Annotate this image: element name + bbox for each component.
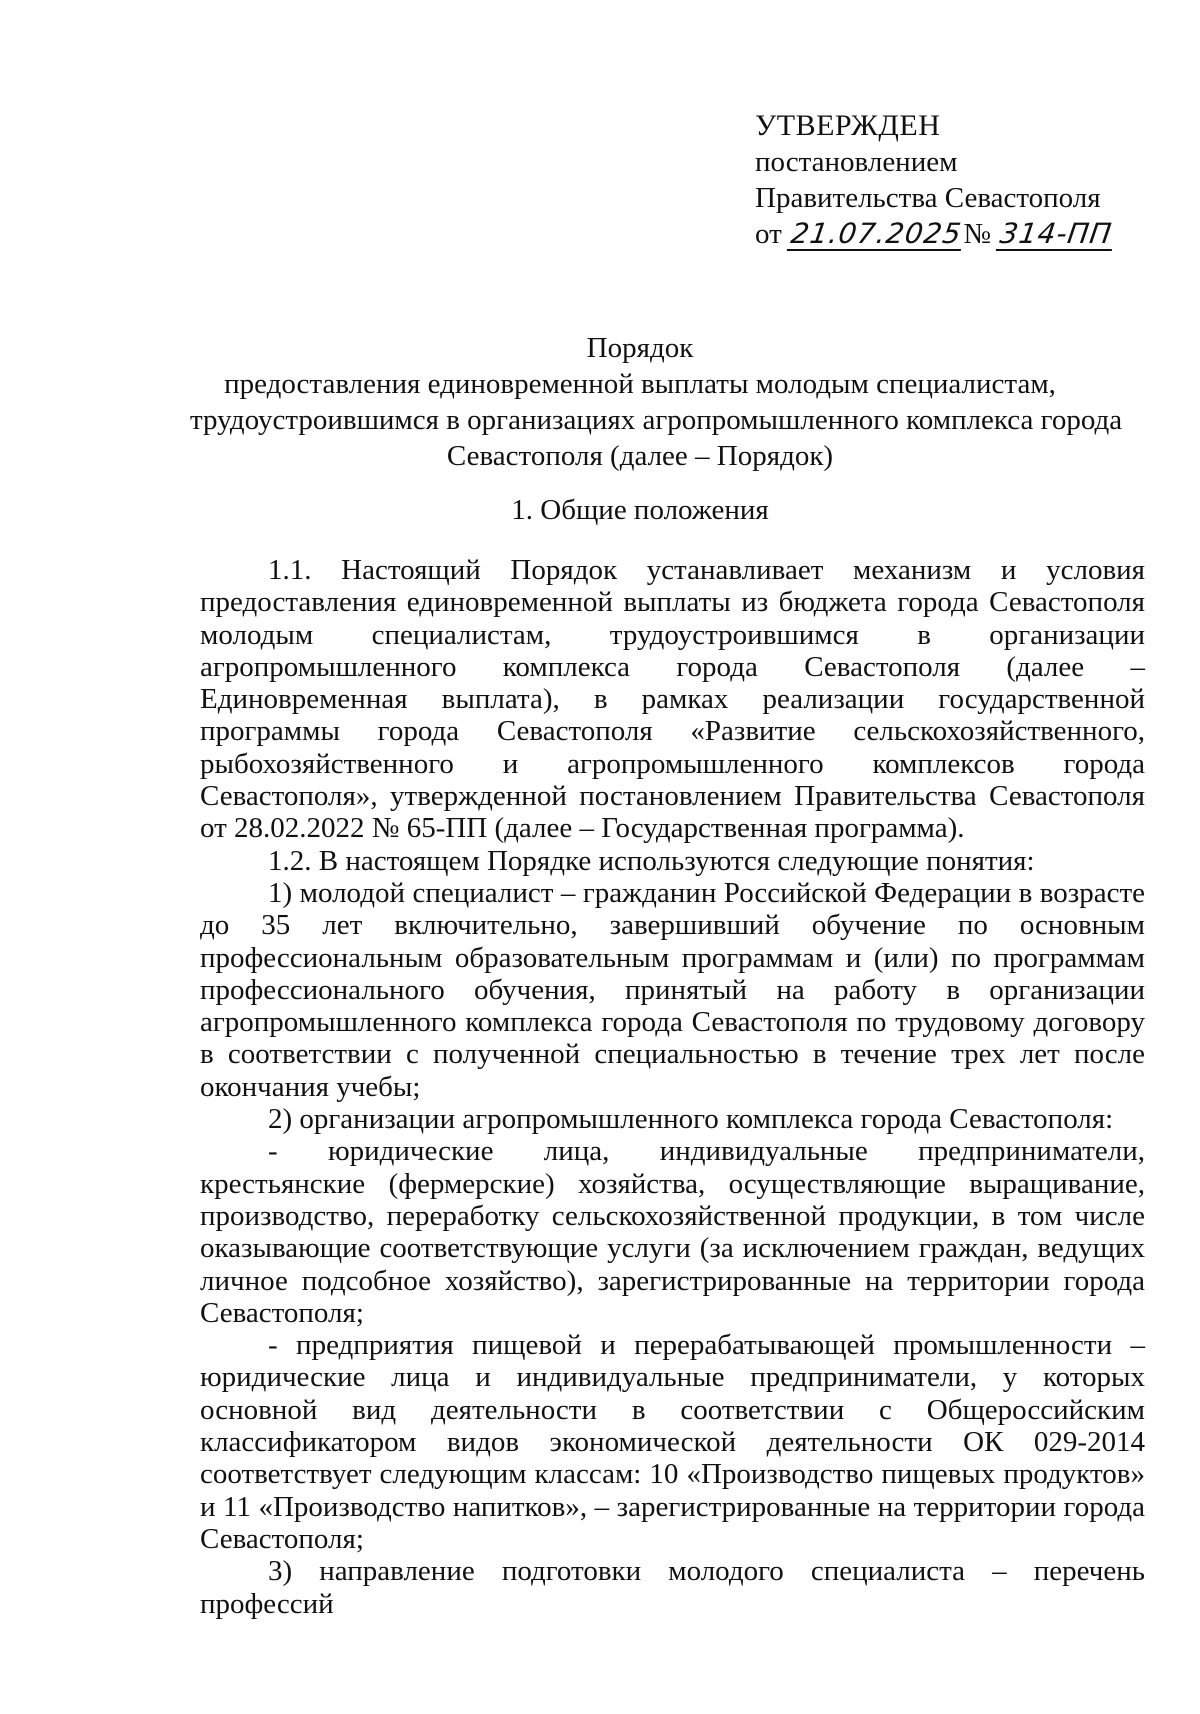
approval-date-number-line (755, 216, 1175, 252)
approval-date-handwritten: 21.07.2025 (787, 219, 966, 251)
document-title-line-4: Севастополя (далее – Порядок) (446, 440, 834, 472)
approval-title: УТВЕРЖДЕН (755, 109, 941, 142)
paragraph-definition-2-item-a: - юридические лица, индивидуальные предприниматели, крестьянские (фермерские) хозяйства, осуществляющие выращивание, производство, переработку сельскохозяйственной продукции, в том числе оказывающие соответствующие услуги (за исключением граждан, ведущих личное подсобное хозяйство), зарегистрированные на территории города Севастополя; (200, 1135, 1145, 1329)
document-body (200, 554, 1145, 1620)
approval-number-handwritten: 314-ПП (996, 219, 1116, 251)
paragraph-definition-3: 3) направление подготовки молодого специалиста – перечень профессий (200, 1555, 1145, 1620)
section-heading: 1. Общие положения (511, 494, 769, 526)
paragraph-definition-2: 2) организации агропромышленного комплекса города Севастополя: (268, 1103, 1114, 1136)
approval-line-government: Правительства Севастополя (755, 182, 1101, 214)
approval-date-prefix: от (755, 218, 782, 250)
paragraph-1-1: 1.1. Настоящий Порядок устанавливает механизм и условия предоставления единовременной выплаты из бюджета города Севастополя молодым специалистам, трудоустроившимся в организации агропромышленного комплекса города Севастополя (далее – Единовременная выплата), в рамках реализации государственной программы города Севастополя «Развитие сельскохозяйственного, рыбохозяйственного и агропромышленного комплексов города Севастополя», утвержденной постановлением Правительства Севастополя от 28.02.2022 № 65-ПП (далее – Государственная программа). (200, 554, 1145, 845)
document-title (190, 330, 1123, 474)
paragraph-definition-2-item-b: - предприятия пищевой и перерабатывающей промышленности – юридические лица и индивидуальные предприниматели, у которых основной вид деятельности в соответствии с Общероссийским классификатором видов экономической деятельности ОК 029-2014 соответствует следующим классам: 10 «Производство пищевых продуктов» и 11 «Производство напитков», – зарегистрированные на территории города Севастополя; (200, 1329, 1145, 1555)
document-title-line-2: предоставления единовременной выплаты молодым специалистам, (224, 368, 1056, 400)
approval-line-resolution: постановлением (755, 146, 958, 178)
document-title-line-1: Порядок (586, 332, 694, 364)
paragraph-definition-1: 1) молодой специалист – гражданин Российской Федерации в возрасте до 35 лет включительно, завершивший обучение по основным профессиональным образовательным программам и (или) по программам профессионального обучения, принятый на работу в организации агропромышленного комплекса города Севастополя по трудовому договору в соответствии с полученной специальностью в течение трех лет после окончания учебы; (200, 876, 1145, 1103)
document-title-line-3: трудоустроившимся в организациях агропромышленного комплекса города (190, 404, 1123, 436)
approval-number-sign: № (963, 218, 992, 250)
approval-stamp-block (755, 108, 1175, 252)
paragraph-1-2: 1.2. В настоящем Порядке используются следующие понятия: (268, 844, 1035, 877)
